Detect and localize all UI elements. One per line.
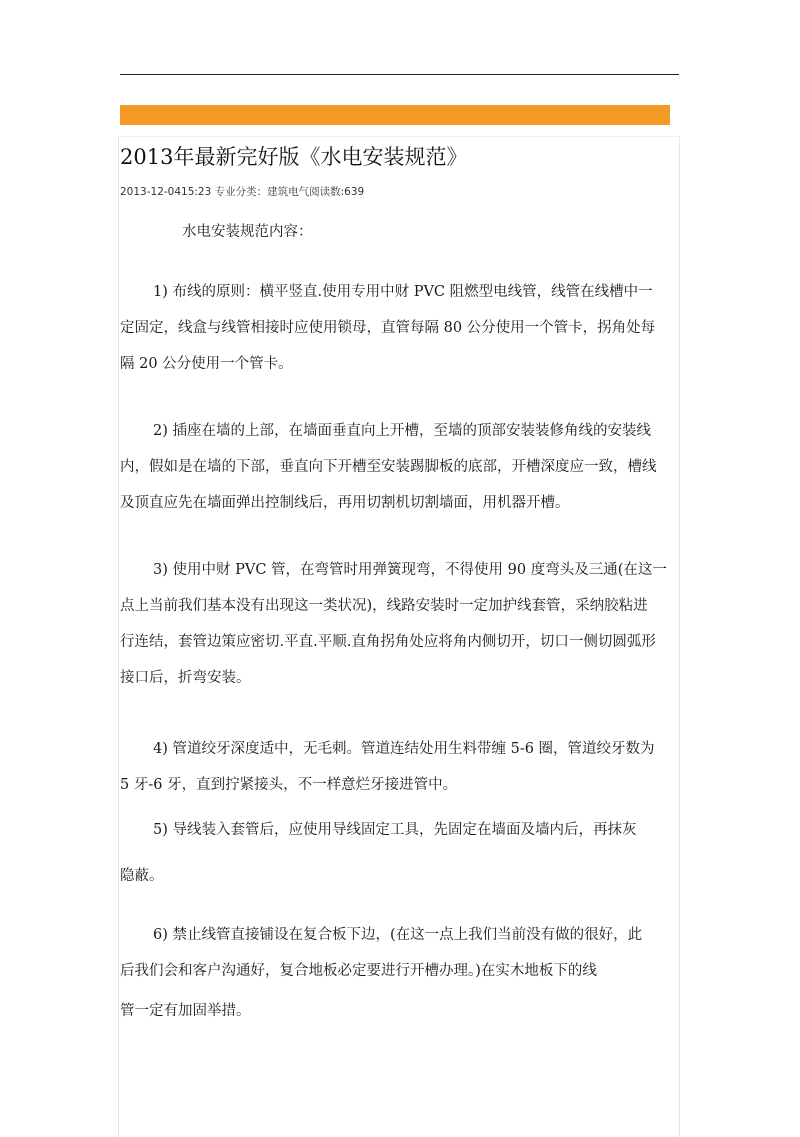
paragraph-line: 后我们会和客户沟通好，复合地板必定要进行开槽办理。)在实木地板下的线 (120, 963, 597, 979)
top-divider (120, 74, 679, 75)
paragraph-line: 6) 禁止线管直接铺设在复合板下边，(在这一点上我们当前没有做的很好，此 (153, 927, 643, 943)
paragraph-line: 3) 使用中财 PVC 管，在弯管时用弹簧现弯，不得使用 90 度弯头及三通(在这一 (153, 562, 667, 578)
header-accent-bar (120, 105, 670, 125)
paragraph-line: 内，假如是在墙的下部，垂直向下开槽至安装踢脚板的底部，开槽深度应一致，槽线 (120, 459, 657, 475)
paragraph-line: 管一定有加固举措。 (120, 1003, 251, 1019)
paragraph-6 (120, 917, 678, 1029)
article-intro: 水电安装规范内容： (182, 224, 313, 240)
paragraph-line: 定固定，线盒与线管相接时应使用锁母，直管每隔 80 公分使用一个管卡，拐角处每 (120, 320, 656, 336)
paragraph-line: 及顶直应先在墙面弹出控制线后，再用切割机切割墙面，用机器开槽。 (120, 495, 570, 511)
paragraph-line: 5) 导线装入套管后，应使用导线固定工具，先固定在墙面及墙内后，再抹灰 (153, 822, 637, 838)
paragraph-line: 2) 插座在墙的上部，在墙面垂直向上开槽，至墙的顶部安装装修角线的安装线 (153, 423, 651, 439)
paragraph-line: 行连结，套管边策应密切.平直.平顺.直角拐角处应将角内侧切开，切口一侧切圆弧形 (120, 634, 656, 650)
paragraph-line: 隐蔽。 (120, 868, 164, 884)
paragraph-3 (120, 552, 678, 696)
paragraph-line: 隔 20 公分使用一个管卡。 (120, 356, 293, 372)
paragraph-line: 点上当前我们基本没有出现这一类状况)，线路安装时一定加护线套管，采纳胶粘进 (120, 598, 648, 614)
paragraph-2 (120, 413, 678, 521)
article-title: 2013年最新完好版《水电安装规范》 (120, 145, 468, 169)
paragraph-1 (120, 274, 678, 382)
paragraph-line: 1) 布线的原则：横平竖直.使用专用中财 PVC 阻燃型电线管，线管在线槽中一 (153, 284, 653, 300)
article-meta: 2013-12-0415:23 专业分类：建筑电气阅读数:639 (120, 186, 365, 198)
paragraph-5 (120, 812, 678, 894)
paragraph-line: 接口后，折弯安装。 (120, 670, 251, 686)
paragraph-line: 4) 管道绞牙深度适中，无毛刺。管道连结处用生料带缠 5-6 圈，管道绞牙数为 (153, 741, 655, 757)
paragraph-4 (120, 731, 678, 803)
paragraph-line: 5 牙-6 牙，直到拧紧接头，不一样意烂牙接进管中。 (120, 777, 458, 793)
